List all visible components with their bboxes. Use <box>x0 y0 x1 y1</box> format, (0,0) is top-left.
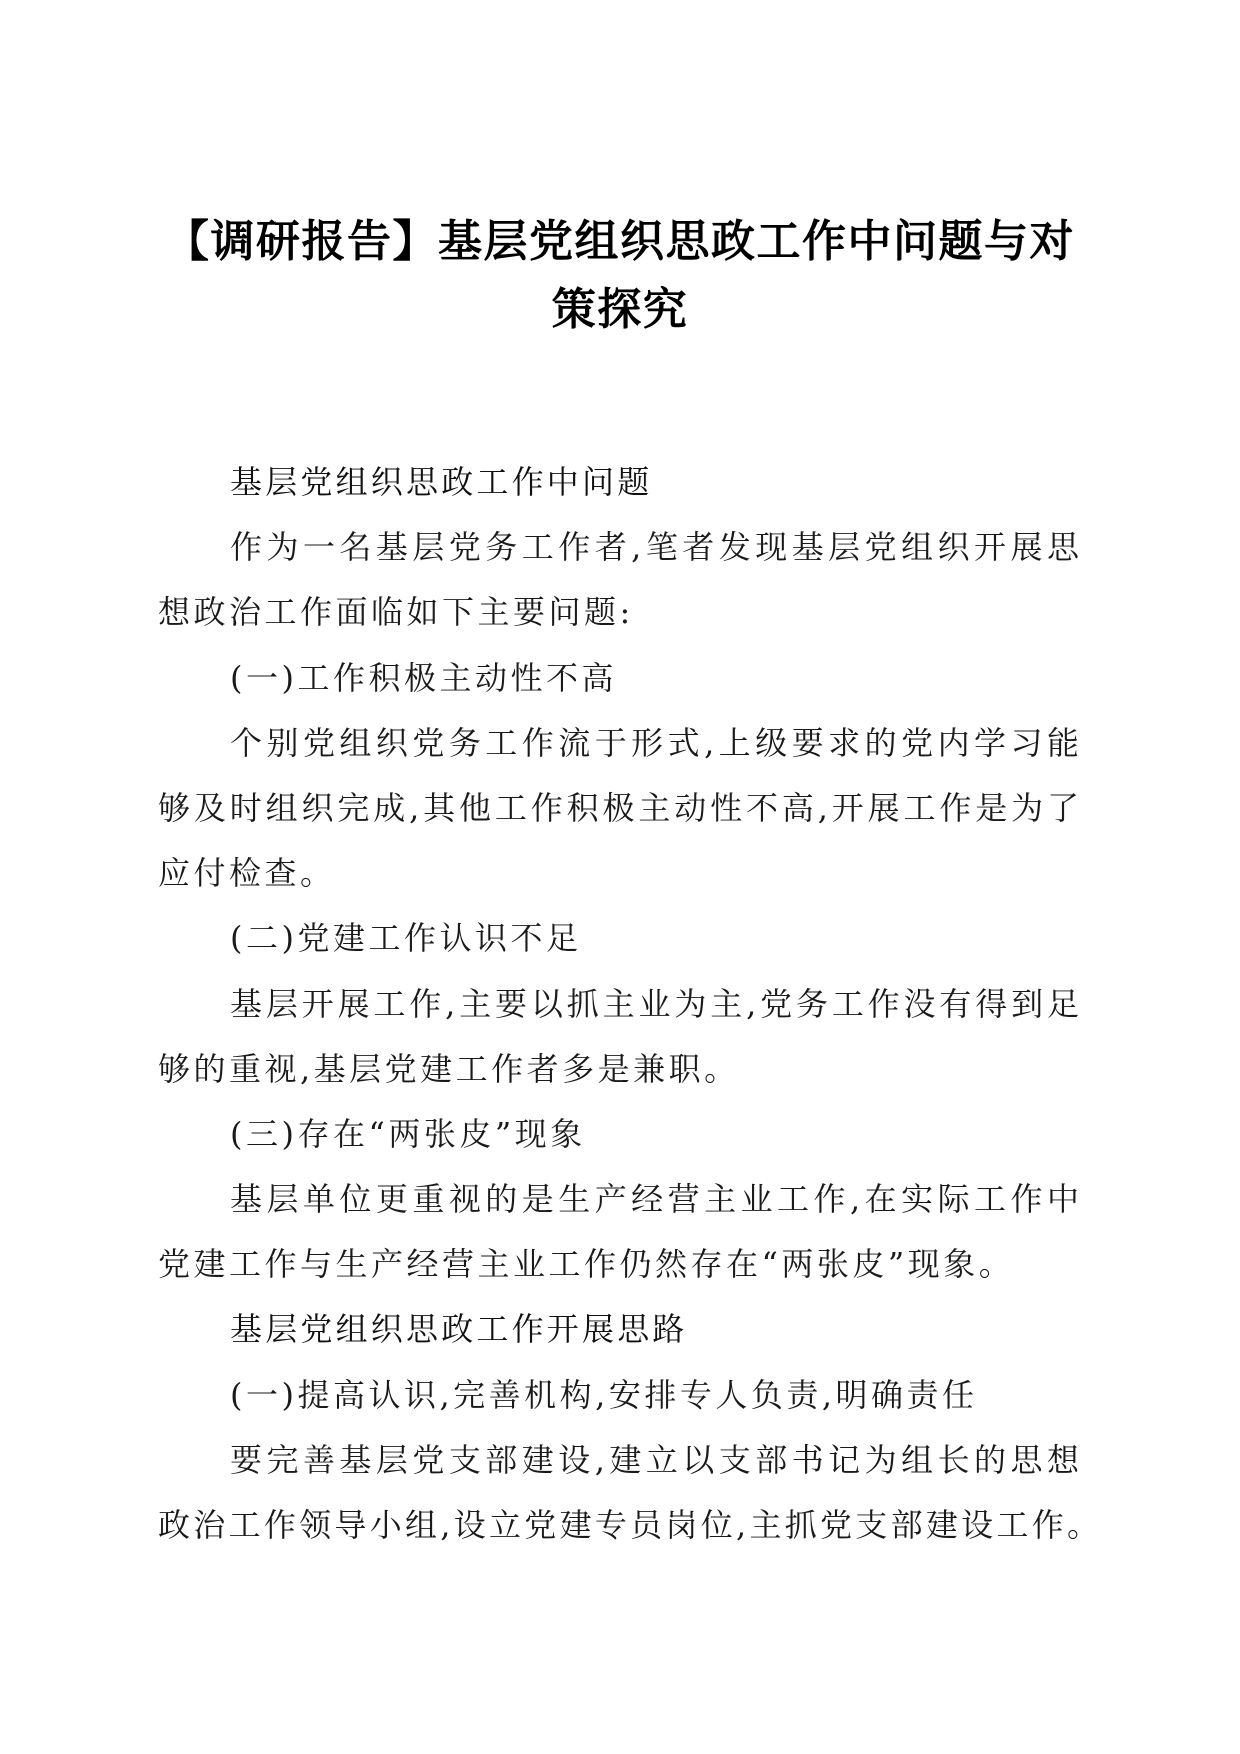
section-heading: 基层党组织思政工作中问题 <box>230 463 653 501</box>
paragraph <box>158 711 1082 907</box>
paragraph <box>158 972 1082 1102</box>
paragraph <box>158 515 1082 645</box>
section-approaches <box>158 1297 1102 1558</box>
title-line: 【调研报告】基层党组织思政工作中问题与对 <box>165 216 1075 267</box>
item-heading: (三)存在“两张皮”现象 <box>230 1114 586 1153</box>
paragraph-line: 基层开展工作,主要以抓主业为主,党务工作没有得到足 <box>230 984 1082 1023</box>
paragraph-line: 要完善基层党支部建设,建立以支部书记为组长的思想 <box>230 1440 1082 1479</box>
section-problems <box>158 450 1082 1297</box>
document-body <box>158 450 1102 1558</box>
document-title <box>0 208 1240 344</box>
section-heading: 基层党组织思政工作开展思路 <box>230 1310 688 1349</box>
paragraph-line: 基层单位更重视的是生产经营主业工作,在实际工作中 <box>230 1180 1082 1219</box>
item-heading: (一)提高认识,完善机构,安排专人负责,明确责任 <box>230 1375 978 1414</box>
paragraph <box>158 1428 1102 1558</box>
paragraph-line: 应付检查。 <box>158 854 336 893</box>
paragraph-line: 够及时组织完成,其他工作积极主动性不高,开展工作是为了 <box>158 788 1082 827</box>
paragraph-line: 作为一名基层党务工作者,笔者发现基层党组织开展思 <box>230 528 1082 567</box>
paragraph-line: 党建工作与生产经营主业工作仍然存在“两张皮”现象。 <box>158 1245 1015 1284</box>
paragraph-line: 政治工作领导小组,设立党建专员岗位,主抓党支部建设工作。 <box>158 1506 1102 1544</box>
paragraph-line: 想政治工作面临如下主要问题: <box>158 593 634 632</box>
paragraph-line: 够的重视,基层党建工作者多是兼职。 <box>158 1049 740 1088</box>
item-heading: (一)工作积极主动性不高 <box>230 658 617 697</box>
item-heading: (二)党建工作认识不足 <box>230 919 582 958</box>
paragraph-line: 个别党组织党务工作流于形式,上级要求的党内学习能 <box>230 723 1082 762</box>
paragraph <box>158 1167 1082 1297</box>
title-line: 策探究 <box>551 284 689 335</box>
